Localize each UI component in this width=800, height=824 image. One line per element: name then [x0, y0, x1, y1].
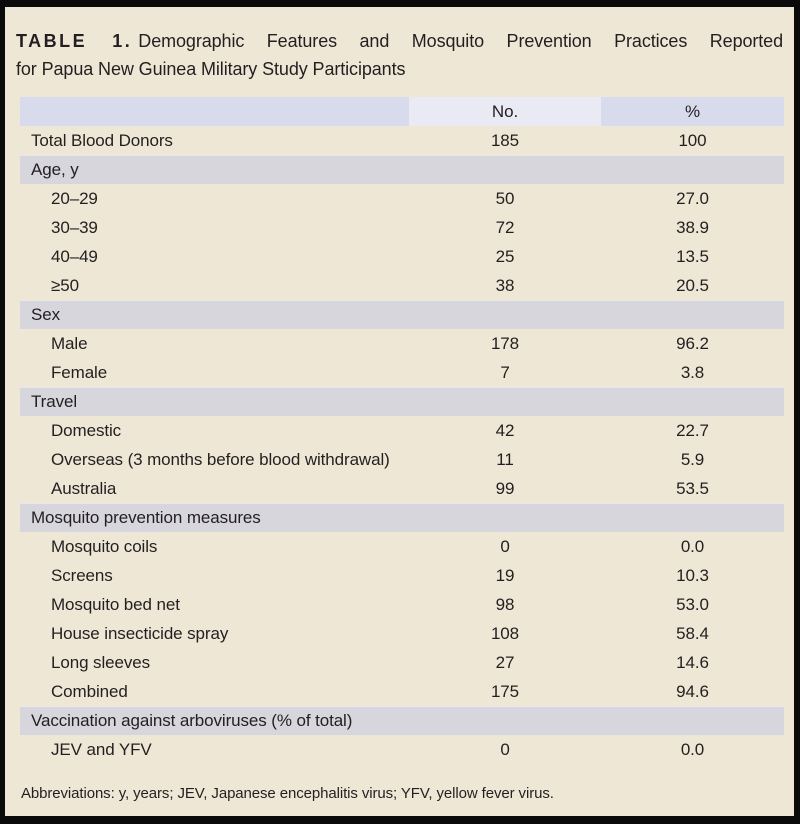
column-header-no: No. — [409, 97, 601, 126]
table-row-house-insecticide-spray — [20, 619, 784, 648]
table-row-age-30-39 — [20, 213, 784, 242]
row-pct-value: 53.5 — [676, 478, 709, 498]
row-pct-value: 5.9 — [680, 449, 705, 469]
row-label: Total Blood Donors — [31, 130, 173, 150]
row-pct-value: 94.6 — [676, 681, 709, 701]
row-pct-value: 10.3 — [676, 565, 709, 585]
row-no-value: 185 — [490, 130, 520, 150]
column-header-spacer — [20, 97, 409, 126]
row-pct-value: 13.5 — [676, 246, 709, 266]
row-no-value: 27 — [495, 652, 515, 672]
row-pct-value: 38.9 — [676, 217, 709, 237]
section-header-travel — [20, 387, 784, 416]
table-number-label: TABLE 1. — [16, 31, 133, 51]
table-row-long-sleeves — [20, 648, 784, 677]
table-row-age-40-49 — [20, 242, 784, 271]
table-row-total-blood-donors — [20, 126, 784, 155]
column-header-pct: % — [601, 97, 784, 126]
row-label: 30–39 — [51, 217, 98, 237]
row-pct-value: 58.4 — [676, 623, 709, 643]
row-no-value: 178 — [490, 333, 520, 353]
row-label: Long sleeves — [51, 652, 150, 672]
row-no-value: 25 — [495, 246, 515, 266]
table-row-male — [20, 329, 784, 358]
section-header-sex — [20, 300, 784, 329]
row-label: Overseas (3 months before blood withdrawal) — [51, 449, 390, 469]
row-label: Domestic — [51, 420, 122, 440]
row-label: Mosquito bed net — [51, 594, 180, 614]
row-no-value: 50 — [495, 188, 515, 208]
column-header-row — [20, 97, 784, 126]
section-header-vaccination — [20, 706, 784, 735]
table-row-screens — [20, 561, 784, 590]
caption-title-text: Demographic Features and Mosquito Prevention Practices Reported — [138, 31, 784, 51]
row-no-value: 0 — [500, 536, 510, 556]
row-no-value: 11 — [496, 449, 514, 469]
table-row-jev-yfv — [20, 735, 784, 764]
row-pct-value: 0.0 — [680, 536, 705, 556]
table-row-age-50-plus — [20, 271, 784, 300]
row-label: Mosquito coils — [51, 536, 158, 556]
table-row-female — [20, 358, 784, 387]
section-label: Travel — [31, 392, 78, 411]
caption-line-2: for Papua New Guinea Military Study Participants — [16, 59, 406, 79]
row-pct-value: 53.0 — [676, 594, 709, 614]
row-pct-value: 14.6 — [676, 652, 709, 672]
table-page — [5, 7, 794, 816]
row-label: Screens — [51, 565, 113, 585]
section-label: Sex — [31, 305, 60, 324]
row-label: 40–49 — [51, 246, 98, 266]
row-no-value: 19 — [495, 565, 515, 585]
row-label: ≥50 — [51, 275, 79, 295]
row-pct-value: 27.0 — [676, 188, 709, 208]
row-no-value: 175 — [490, 681, 520, 701]
row-no-value: 42 — [495, 420, 515, 440]
section-label: Mosquito prevention measures — [31, 508, 261, 527]
table-row-mosquito-coils — [20, 532, 784, 561]
row-no-value: 7 — [500, 362, 510, 382]
caption-line-1 — [16, 27, 783, 55]
row-no-value: 38 — [495, 275, 515, 295]
row-label: Australia — [51, 478, 117, 498]
row-pct-value: 22.7 — [676, 420, 709, 440]
row-pct-value: 3.8 — [680, 362, 705, 382]
section-header-age — [20, 155, 784, 184]
table-row-age-20-29 — [20, 184, 784, 213]
table-row-combined — [20, 677, 784, 706]
row-pct-value: 0.0 — [680, 739, 705, 759]
table-footnote: Abbreviations: y, years; JEV, Japanese encephalitis virus; YFV, yellow fever virus. — [21, 785, 554, 802]
row-label: JEV and YFV — [51, 739, 152, 759]
row-pct-value: 100 — [678, 130, 707, 150]
table-row-overseas — [20, 445, 784, 474]
section-label: Age, y — [31, 160, 79, 179]
section-label: Vaccination against arboviruses (% of total) — [31, 711, 353, 730]
section-header-mosquito-prevention — [20, 503, 784, 532]
row-label: Male — [51, 333, 88, 353]
row-no-value: 99 — [495, 478, 515, 498]
row-no-value: 72 — [495, 217, 515, 237]
table-row-mosquito-bed-net — [20, 590, 784, 619]
table-row-australia — [20, 474, 784, 503]
table-caption — [16, 27, 783, 83]
row-no-value: 0 — [500, 739, 510, 759]
demographics-table — [20, 97, 784, 764]
row-pct-value: 96.2 — [676, 333, 709, 353]
table-row-domestic — [20, 416, 784, 445]
row-label: 20–29 — [51, 188, 98, 208]
row-label: House insecticide spray — [51, 623, 229, 643]
row-label: Combined — [51, 681, 128, 701]
row-no-value: 98 — [495, 594, 515, 614]
row-pct-value: 20.5 — [676, 275, 709, 295]
row-label: Female — [51, 362, 108, 382]
row-no-value: 108 — [490, 623, 520, 643]
